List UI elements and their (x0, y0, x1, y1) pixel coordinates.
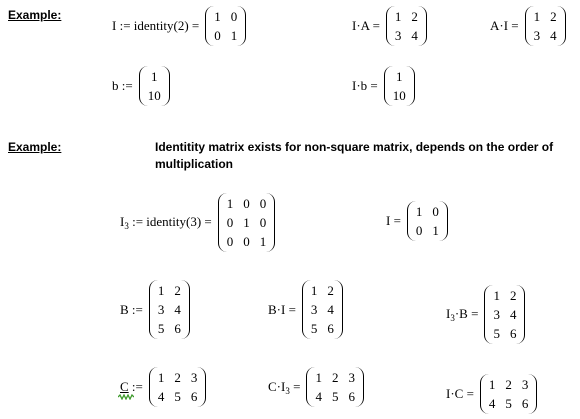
matrix-cell: 1 (493, 288, 500, 303)
left-paren (139, 66, 148, 106)
matrix (149, 280, 190, 339)
i-times-b-result[interactable] (352, 66, 415, 106)
expression-lhs: I·C = (446, 386, 474, 401)
matrix-cell: 0 (415, 223, 423, 238)
matrix-cell: 0 (226, 215, 234, 230)
matrix-cells (311, 280, 334, 339)
matrix-cell: 3 (493, 307, 500, 322)
example-label-1: Example: (8, 8, 62, 22)
matrix-cell: 5 (174, 389, 181, 404)
expression-lhs (446, 306, 478, 323)
expression-lhs: I := identity(2) = (112, 18, 200, 33)
left-paren (407, 201, 416, 241)
matrix-cell: 4 (174, 302, 181, 317)
matrix-cell: 1 (243, 215, 250, 230)
matrix (218, 193, 276, 252)
matrix-cell: 0 (243, 196, 250, 211)
matrix (484, 285, 525, 344)
matrix-cell: 4 (550, 28, 557, 43)
matrix (407, 201, 448, 241)
matrix-cell: 3 (394, 28, 402, 43)
identity-i-display[interactable] (386, 201, 448, 241)
matrix-cell: 0 (243, 234, 250, 249)
matrix-cell: 1 (394, 9, 402, 24)
matrix-cell: 2 (505, 377, 512, 392)
lhs-operator: = (289, 378, 301, 394)
matrix-cell: 0 (259, 215, 267, 230)
matrix (386, 6, 427, 46)
matrix-cells (416, 201, 439, 241)
matrix (525, 6, 566, 46)
lhs-symbol: C·I (268, 378, 286, 394)
lhs-symbol: I (446, 306, 451, 321)
right-paren (418, 6, 427, 46)
matrix-cell: 6 (174, 321, 181, 336)
matrix-cells (158, 280, 181, 339)
expression-lhs: I = (386, 213, 401, 228)
matrix-cell: 4 (157, 389, 165, 404)
left-paren (149, 367, 158, 407)
matrix-cell: 3 (533, 28, 541, 43)
matrix-cell: 2 (174, 283, 181, 298)
left-paren (205, 6, 214, 46)
matrix-cell: 3 (348, 370, 355, 385)
left-paren (480, 374, 489, 414)
right-paren (439, 201, 448, 241)
matrix-cell: 2 (509, 288, 517, 303)
lhs-symbol: C (120, 379, 129, 395)
b-vector-definition[interactable] (112, 66, 170, 106)
right-paren (266, 193, 275, 252)
left-paren (386, 6, 395, 46)
example-note: Identitity matrix exists for non-square matrix, depends on the order of multiplication (155, 140, 554, 171)
left-paren (302, 280, 311, 339)
expression-lhs: I·A = (352, 18, 380, 33)
matrix-cell: 4 (315, 389, 322, 404)
b-times-i-result[interactable] (268, 280, 343, 339)
matrix-cells (489, 374, 529, 414)
b-matrix-definition[interactable] (120, 280, 190, 339)
matrix-cell: 1 (157, 370, 165, 385)
matrix-cell: 5 (331, 389, 339, 404)
right-paren (197, 367, 206, 407)
expression-lhs: b := (112, 78, 133, 93)
matrix-cells (395, 6, 418, 46)
matrix-cells (393, 66, 406, 106)
right-paren (237, 6, 246, 46)
matrix-cells (158, 367, 198, 407)
matrix-cell: 2 (550, 9, 557, 24)
matrix-cell: 4 (327, 302, 334, 317)
matrix-cell: 1 (259, 234, 267, 249)
c-matrix-definition[interactable] (120, 367, 206, 407)
matrix-cell: 1 (230, 28, 238, 43)
matrix-cell: 1 (150, 69, 158, 84)
lhs-operator: ·B = (454, 306, 479, 321)
matrix-cell: 2 (411, 9, 418, 24)
matrix-cells (148, 66, 161, 106)
lhs-operator: := identity(3) = (128, 214, 212, 229)
left-paren (218, 193, 227, 252)
matrix-cell: 3 (190, 370, 198, 385)
matrix-cell: 1 (533, 9, 541, 24)
right-paren (355, 367, 364, 407)
matrix-cell: 1 (396, 69, 403, 84)
left-paren (149, 280, 158, 339)
matrix-cell: 0 (230, 9, 238, 24)
matrix-cell: 4 (509, 307, 517, 322)
matrix (302, 280, 343, 339)
lhs-subscript: 3 (450, 313, 455, 323)
right-paren (516, 285, 525, 344)
matrix-cell: 5 (493, 326, 500, 341)
matrix-cell: 6 (521, 396, 529, 411)
matrix-cell: 0 (432, 204, 439, 219)
lhs-symbol: I (120, 214, 125, 229)
matrix-cells (493, 285, 516, 344)
right-paren (406, 66, 415, 106)
example-label-2: Example: (8, 140, 62, 154)
matrix (205, 6, 246, 46)
matrix-cells (227, 193, 267, 252)
matrix-cell: 1 (226, 196, 234, 211)
matrix-cell: 6 (190, 389, 198, 404)
expression-lhs: A·I = (490, 18, 519, 33)
matrix-cell: 3 (310, 302, 318, 317)
matrix-cell: 0 (226, 234, 234, 249)
expression-lhs (120, 214, 212, 231)
matrix-cells (315, 367, 355, 407)
left-paren (484, 285, 493, 344)
left-paren (525, 6, 534, 46)
matrix-cell: 6 (327, 321, 334, 336)
matrix-cell: 6 (348, 389, 355, 404)
matrix (139, 66, 170, 106)
matrix-cell: 3 (521, 377, 529, 392)
matrix-cell: 1 (315, 370, 322, 385)
lhs-subscript: 3 (124, 221, 129, 231)
i3-times-b-result[interactable] (446, 285, 525, 344)
matrix-cell: 4 (488, 396, 496, 411)
matrix-cell: 1 (214, 9, 221, 24)
expression-lhs: B := (120, 301, 143, 317)
expression-lhs (120, 379, 143, 395)
matrix-cell: 3 (157, 302, 165, 317)
matrix (149, 367, 207, 407)
warning-squiggle-icon (118, 394, 134, 400)
matrix-cell: 4 (411, 28, 418, 43)
lhs-operator: := (128, 379, 143, 394)
matrix (480, 374, 538, 414)
lhs-subscript: 3 (285, 385, 290, 396)
identity2-definition[interactable] (112, 6, 246, 46)
expression-lhs: I·b = (352, 78, 378, 93)
matrix-cell: 1 (432, 223, 439, 238)
matrix-cell: 1 (310, 283, 318, 298)
matrix-cell: 6 (509, 326, 517, 341)
identity3-definition[interactable] (120, 193, 275, 252)
left-paren (384, 66, 393, 106)
matrix-cell: 5 (157, 321, 165, 336)
i-times-c-result[interactable] (446, 374, 537, 414)
right-paren (557, 6, 566, 46)
c-times-i3-result[interactable] (268, 367, 364, 407)
right-paren (181, 280, 190, 339)
right-paren (334, 280, 343, 339)
matrix-cell: 10 (392, 88, 406, 103)
matrix-cell: 10 (147, 88, 161, 103)
matrix-cell: 1 (157, 283, 165, 298)
expression-lhs: B·I = (268, 301, 296, 317)
matrix-cell: 0 (214, 28, 221, 43)
matrix (306, 367, 364, 407)
matrix-cell: 0 (259, 196, 267, 211)
expression-lhs (268, 379, 300, 396)
a-times-i-result[interactable] (490, 6, 566, 46)
i-times-a-result[interactable] (352, 6, 427, 46)
matrix-cell: 2 (327, 283, 334, 298)
matrix-cells (534, 6, 557, 46)
matrix (384, 66, 415, 106)
matrix-cell: 1 (415, 204, 423, 219)
right-paren (161, 66, 170, 106)
matrix-cell: 1 (488, 377, 496, 392)
matrix-cell: 2 (174, 370, 181, 385)
matrix-cell: 2 (331, 370, 339, 385)
matrix-cell: 5 (505, 396, 512, 411)
left-paren (306, 367, 315, 407)
matrix-cell: 5 (310, 321, 318, 336)
right-paren (528, 374, 537, 414)
matrix-cells (214, 6, 237, 46)
